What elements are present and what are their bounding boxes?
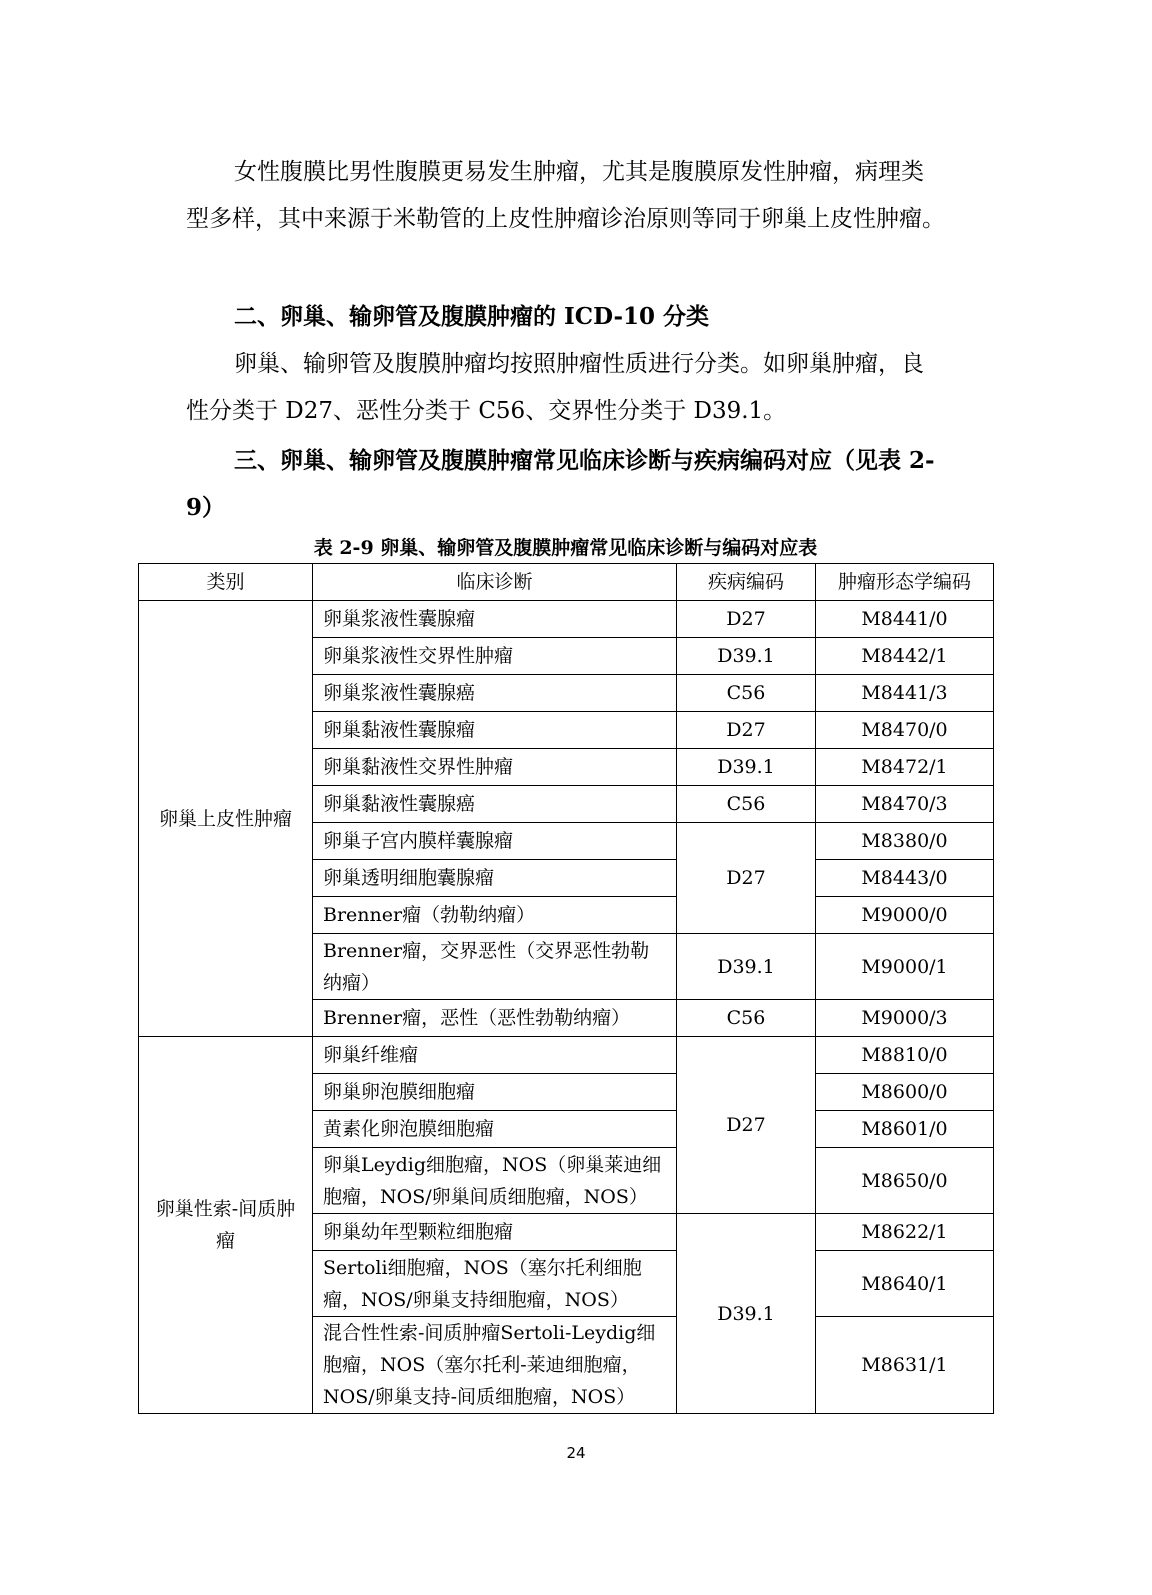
diagnosis-cell: 卵巢卵泡膜细胞瘤 bbox=[313, 1074, 677, 1111]
morphology-code-cell: M8442/1 bbox=[816, 638, 994, 675]
morphology-code-cell: M8640/1 bbox=[816, 1251, 994, 1317]
morphology-code-cell: M8650/0 bbox=[816, 1148, 994, 1214]
disease-code-cell: D39.1 bbox=[677, 638, 816, 675]
diagnosis-cell: 卵巢纤维瘤 bbox=[313, 1037, 677, 1074]
paragraph-classification: 卵巢、输卵管及腹膜肿瘤均按照肿瘤性质进行分类。如卵巢肿瘤，良性分类于 D27、恶性分类于 C56、交界性分类于 D39.1。 bbox=[186, 351, 924, 424]
morphology-code-cell: M8601/0 bbox=[816, 1111, 994, 1148]
disease-code-cell: C56 bbox=[677, 786, 816, 823]
disease-code-cell: C56 bbox=[677, 675, 816, 712]
diagnosis-cell: Brenner瘤，交界恶性（交界恶性勃勒纳瘤） bbox=[313, 934, 677, 1000]
column-header-morphology-code: 肿瘤形态学编码 bbox=[816, 564, 994, 601]
morphology-code-cell: M9000/3 bbox=[816, 1000, 994, 1037]
disease-code-cell: C56 bbox=[677, 1000, 816, 1037]
morphology-code-cell: M8380/0 bbox=[816, 823, 994, 860]
table-row bbox=[139, 601, 994, 638]
diagnosis-cell: 黄素化卵泡膜细胞瘤 bbox=[313, 1111, 677, 1148]
morphology-code-cell: M8443/0 bbox=[816, 860, 994, 897]
page-number: 24 bbox=[566, 1444, 586, 1462]
morphology-code-cell: M9000/1 bbox=[816, 934, 994, 1000]
disease-code-cell: D27 bbox=[677, 601, 816, 638]
category-cell: 卵巢上皮性肿瘤 bbox=[139, 601, 313, 1037]
disease-code-cell: D39.1 bbox=[677, 1214, 816, 1414]
diagnosis-cell: 卵巢幼年型颗粒细胞瘤 bbox=[313, 1214, 677, 1251]
disease-code-cell: D39.1 bbox=[677, 749, 816, 786]
morphology-code-cell: M8810/0 bbox=[816, 1037, 994, 1074]
morphology-code-cell: M8622/1 bbox=[816, 1214, 994, 1251]
morphology-code-cell: M8441/0 bbox=[816, 601, 994, 638]
disease-code-cell: D39.1 bbox=[677, 934, 816, 1000]
morphology-code-cell: M8472/1 bbox=[816, 749, 994, 786]
disease-code-cell: D27 bbox=[677, 1037, 816, 1214]
diagnosis-cell: 卵巢子宫内膜样囊腺瘤 bbox=[313, 823, 677, 860]
column-header-diagnosis: 临床诊断 bbox=[313, 564, 677, 601]
diagnosis-cell: 卵巢黏液性交界性肿瘤 bbox=[313, 749, 677, 786]
section-heading-icd10: 二、卵巢、输卵管及腹膜肿瘤的 ICD-10 分类 bbox=[234, 303, 710, 330]
morphology-code-cell: M8441/3 bbox=[816, 675, 994, 712]
table-caption: 表 2-9 卵巢、输卵管及腹膜肿瘤常见临床诊断与编码对应表 bbox=[313, 537, 818, 559]
diagnosis-cell: 卵巢黏液性囊腺瘤 bbox=[313, 712, 677, 749]
morphology-code-cell: M8470/0 bbox=[816, 712, 994, 749]
diagnosis-cell: Brenner瘤，恶性（恶性勃勒纳瘤） bbox=[313, 1000, 677, 1037]
diagnosis-cell: 卵巢Leydig细胞瘤，NOS（卵巢莱迪细胞瘤，NOS/卵巢间质细胞瘤，NOS） bbox=[313, 1148, 677, 1214]
table-header-row bbox=[139, 564, 994, 601]
category-cell: 卵巢性索-间质肿瘤 bbox=[139, 1037, 313, 1414]
morphology-code-cell: M8470/3 bbox=[816, 786, 994, 823]
table-row bbox=[139, 1037, 994, 1074]
morphology-code-cell: M8600/0 bbox=[816, 1074, 994, 1111]
diagnosis-cell: 混合性性索-间质肿瘤Sertoli-Leydig细胞瘤，NOS（塞尔托利-莱迪细胞瘤，NOS/卵巢支持-间质细胞瘤，NOS） bbox=[313, 1317, 677, 1414]
morphology-code-cell: M9000/0 bbox=[816, 897, 994, 934]
paragraph-intro: 女性腹膜比男性腹膜更易发生肿瘤，尤其是腹膜原发性肿瘤，病理类型多样，其中来源于米勒管的上皮性肿瘤诊治原则等同于卵巢上皮性肿瘤。 bbox=[186, 159, 945, 232]
column-header-disease-code: 疾病编码 bbox=[677, 564, 816, 601]
diagnosis-cell: 卵巢浆液性囊腺瘤 bbox=[313, 601, 677, 638]
diagnosis-cell: 卵巢透明细胞囊腺瘤 bbox=[313, 860, 677, 897]
morphology-code-cell: M8631/1 bbox=[816, 1317, 994, 1414]
diagnosis-code-table bbox=[138, 563, 994, 1414]
diagnosis-cell: 卵巢浆液性囊腺癌 bbox=[313, 675, 677, 712]
diagnosis-cell: Brenner瘤（勃勒纳瘤） bbox=[313, 897, 677, 934]
diagnosis-cell: Sertoli细胞瘤，NOS（塞尔托利细胞瘤，NOS/卵巢支持细胞瘤，NOS） bbox=[313, 1251, 677, 1317]
disease-code-cell: D27 bbox=[677, 712, 816, 749]
disease-code-cell: D27 bbox=[677, 823, 816, 934]
column-header-category: 类别 bbox=[139, 564, 313, 601]
section-heading-diagnosis-mapping: 三、卵巢、输卵管及腹膜肿瘤常见临床诊断与疾病编码对应（见表 2-9） bbox=[186, 447, 935, 521]
diagnosis-cell: 卵巢浆液性交界性肿瘤 bbox=[313, 638, 677, 675]
diagnosis-cell: 卵巢黏液性囊腺癌 bbox=[313, 786, 677, 823]
